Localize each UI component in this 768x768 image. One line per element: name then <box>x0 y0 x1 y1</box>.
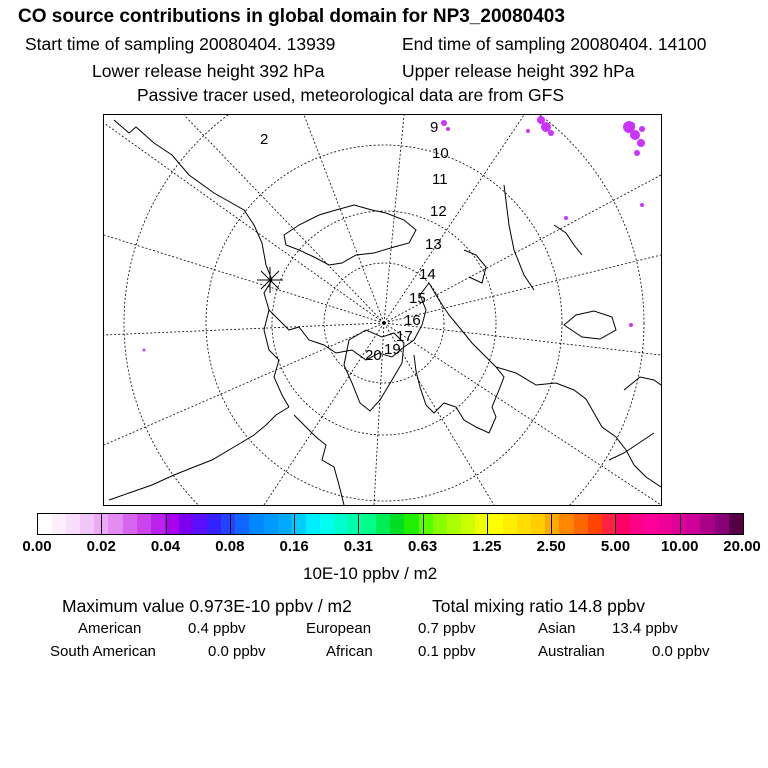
plume-deposits <box>143 116 646 352</box>
map-title: CO source contributions in global domain for NP3_20080403 <box>18 6 565 27</box>
region-name: Asian <box>538 620 576 637</box>
colorbar-tick <box>294 513 295 535</box>
release-site-asterisk-icon <box>257 267 283 293</box>
colorbar-label: 2.50 <box>536 538 566 555</box>
hour-label: 15 <box>409 290 426 307</box>
colorbar-label: 0.31 <box>343 538 373 555</box>
hour-label: 2 <box>260 131 269 148</box>
colorbar-ticks <box>37 513 744 535</box>
colorbar-tick <box>551 513 552 535</box>
coastlines <box>109 120 661 505</box>
colorbar-label: 0.00 <box>22 538 52 555</box>
colorbar-tick <box>615 513 616 535</box>
colorbar-unit: 10E-10 ppbv / m2 <box>303 564 438 583</box>
region-value: 0.4 ppbv <box>188 620 246 637</box>
region-value: 0.1 ppbv <box>418 643 476 660</box>
hour-label: 16 <box>404 312 421 329</box>
start-time-text: Start time of sampling 20080404. 13939 <box>25 34 336 54</box>
colorbar-label: 0.63 <box>408 538 438 555</box>
end-time-text: End time of sampling 20080404. 14100 <box>402 34 707 54</box>
region-value: 13.4 ppbv <box>612 620 678 637</box>
hour-label: 9 <box>430 119 439 136</box>
colorbar-tick <box>358 513 359 535</box>
hour-label: 20 <box>365 347 382 364</box>
lower-height-text: Lower release height 392 hPa <box>92 61 325 81</box>
region-name: African <box>326 643 373 660</box>
colorbar-tick <box>423 513 424 535</box>
colorbar-tick <box>101 513 102 535</box>
colorbar-label: 20.00 <box>723 538 761 555</box>
colorbar-tick <box>680 513 681 535</box>
region-value: 0.7 ppbv <box>418 620 476 637</box>
map-canvas <box>104 115 661 505</box>
hour-label: 14 <box>419 266 436 283</box>
region-name: Australian <box>538 643 605 660</box>
colorbar-label: 5.00 <box>600 538 631 555</box>
total-mixing-text: Total mixing ratio 14.8 ppbv <box>432 596 646 616</box>
colorbar-label: 0.02 <box>86 538 116 555</box>
hour-label: 17 <box>396 328 413 345</box>
hour-label: 13 <box>425 236 442 253</box>
max-value-text: Maximum value 0.973E-10 ppbv / m2 <box>62 596 352 616</box>
colorbar-tick <box>166 513 167 535</box>
colorbar-label: 10.00 <box>660 538 699 555</box>
region-name: European <box>306 620 372 637</box>
upper-height-text: Upper release height 392 hPa <box>402 61 635 81</box>
hour-label: 19 <box>384 341 401 358</box>
colorbar-label: 0.08 <box>215 538 245 555</box>
trajectory-hour-labels <box>260 119 449 364</box>
hour-label: 12 <box>430 203 447 220</box>
colorbar-label: 0.04 <box>150 538 181 555</box>
region-value: 0.0 ppbv <box>652 643 710 660</box>
region-value: 0.0 ppbv <box>208 643 266 660</box>
hour-label: 11 <box>432 171 448 188</box>
region-name: South American <box>50 643 156 660</box>
colorbar-label: 0.16 <box>279 538 309 555</box>
colorbar-tick <box>487 513 488 535</box>
tracer-note-text: Passive tracer used, meteorological data are from GFS <box>137 85 564 105</box>
hour-label: 10 <box>432 145 449 162</box>
map-panel <box>103 114 662 506</box>
colorbar-tick <box>230 513 231 535</box>
region-name: American <box>78 620 142 637</box>
colorbar-label: 1.25 <box>472 538 502 555</box>
